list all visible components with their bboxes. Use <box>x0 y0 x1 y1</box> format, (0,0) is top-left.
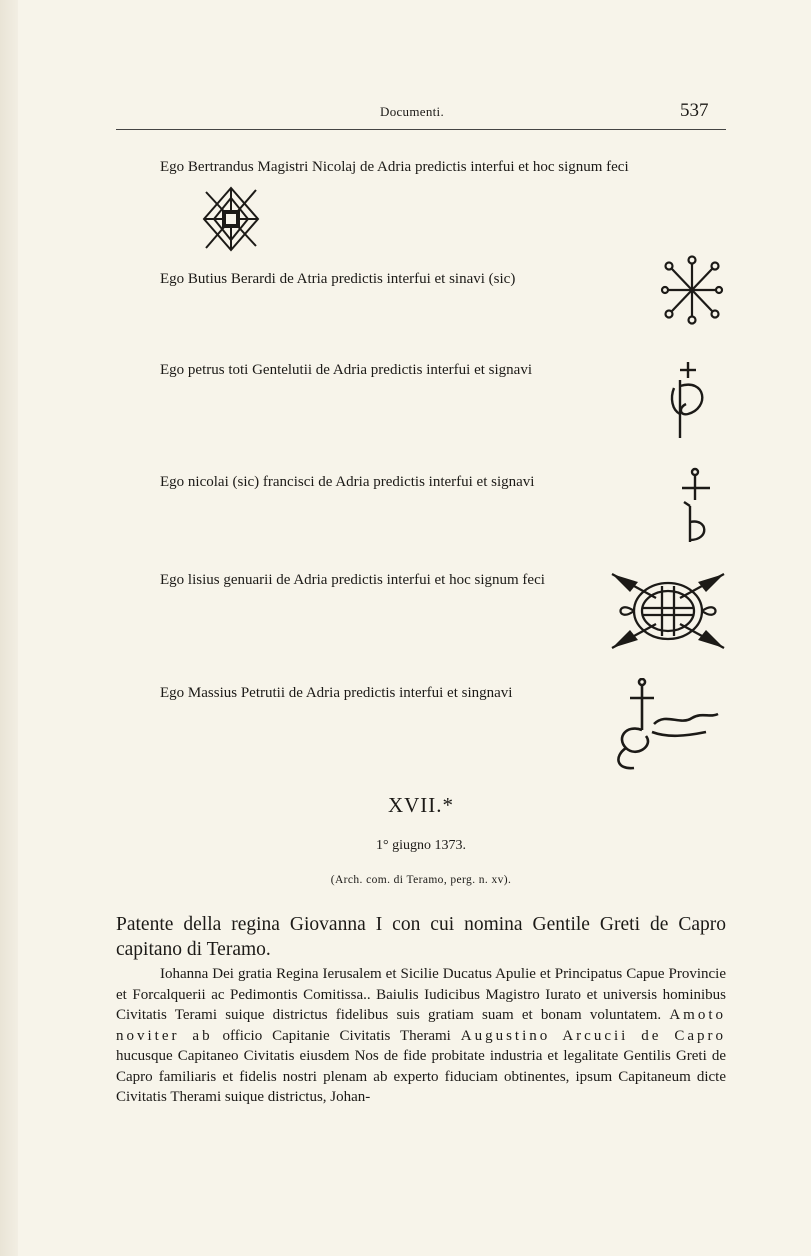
document-source: (Arch. com. di Teramo, perg. n. xv). <box>330 874 512 886</box>
page-gutter <box>0 0 18 1256</box>
signature-entry <box>116 571 596 590</box>
signature-text: Ego Bertrandus Magistri Nicolaj de Adria predictis interfui et hoc signum feci <box>160 159 629 175</box>
signature-text: Ego nicolai (sic) francisci de Adria predictis interfui et signavi <box>160 474 535 490</box>
document-body <box>116 964 726 1108</box>
signature-entry <box>160 473 670 492</box>
body-text-spaced: Amoto noviter ab <box>116 1007 727 1044</box>
page-header <box>0 100 811 126</box>
cross-loop-mark <box>666 358 716 442</box>
body-text: Iohanna Dei gratia Regina Ierusalem et Sicilie Ducatus Apulie et Principatus Capue Provincie et Forcalquerii ac Pedimontis Comitissa.. Baiulis Iudicibus Magistro Iurato et universis hominibus Civitatis Terami suique districtus fidelibus suis gratiam suam et bonam voluntatem. <box>116 966 726 1023</box>
cross-b-mark <box>678 466 718 546</box>
signature-entry <box>116 158 696 177</box>
signature-text: Ego Butius Berardi de Atria predictis interfui et sinavi (sic) <box>160 271 516 287</box>
cross-swirl-mark <box>606 678 724 774</box>
signature-entry <box>160 270 600 289</box>
signature-text: Ego Massius Petrutii de Adria predictis interfui et singnavi <box>160 685 513 701</box>
body-text: officio Capitanie Civitatis Therami <box>222 1027 451 1044</box>
body-text: hucusque Capitaneo Civitatis eiusdem Nos de fide probitate industria et legalitate Gentilis Greti de Capro familiaris et fidelis nostri plenam ab experto fiduciam obtinentes, ipsum Capitaneum dicte Civitatis Therami suique districtus, Johan- <box>116 1048 726 1105</box>
document-title: Patente della regina Giovanna I con cui nomina Gentile Greti de Capro capitano di Teramo. <box>116 914 726 960</box>
header-rule <box>116 129 726 130</box>
asterisk-circles-mark <box>660 255 724 325</box>
running-title: Documenti. <box>380 104 445 119</box>
body-text-spaced: Augustino Arcucii de Capro <box>460 1027 726 1044</box>
document-date: 1° giugno 1373. <box>376 838 466 853</box>
knot-mark <box>606 568 730 654</box>
page-number: 537 <box>680 100 709 121</box>
signature-entry <box>160 361 660 380</box>
signature-text: Ego petrus toti Gentelutii de Adria predictis interfui et signavi <box>160 362 532 378</box>
geometric-cross-mark <box>200 186 262 252</box>
signature-entry <box>160 684 630 703</box>
signature-text: Ego lisius genuarii de Adria predictis interfui et hoc signum feci <box>160 572 545 588</box>
document-number: XVII.* <box>387 793 455 817</box>
